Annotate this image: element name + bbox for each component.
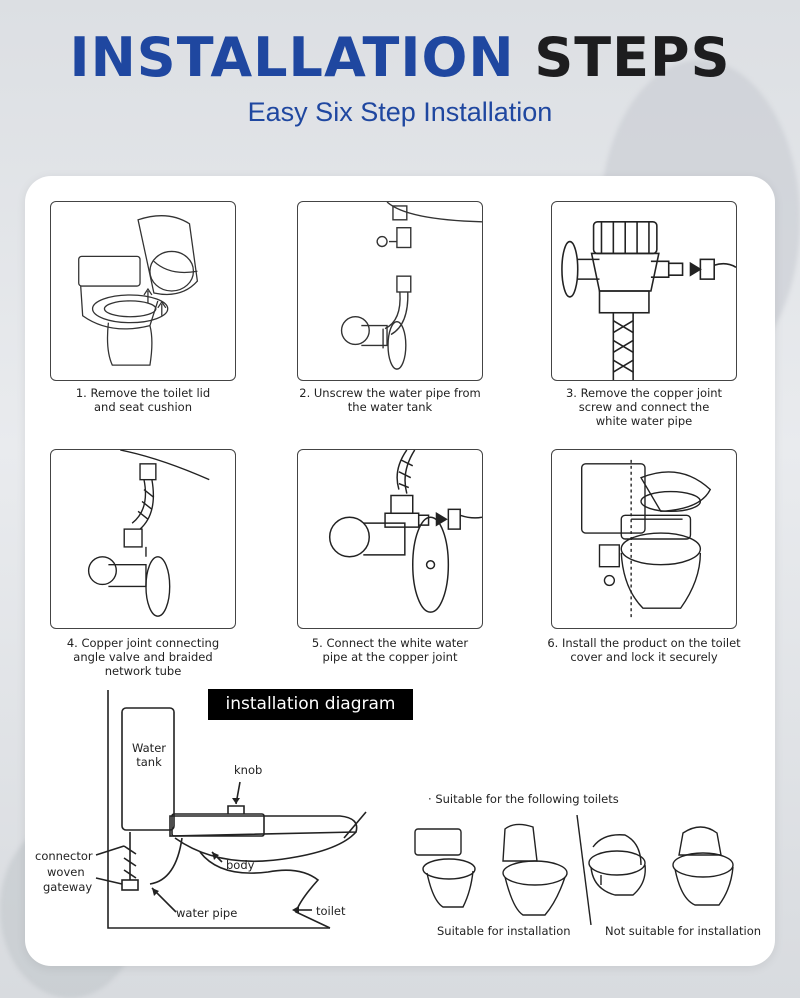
caption-line: angle valve and braided bbox=[73, 650, 213, 664]
page-subtitle: Easy Six Step Installation bbox=[247, 97, 553, 127]
caption-line: 6. Install the product on the toilet bbox=[547, 636, 741, 650]
caption-line: the water tank bbox=[347, 400, 433, 414]
caption-line: cover and lock it securely bbox=[570, 650, 718, 664]
caption-line: 4. Copper joint connecting bbox=[66, 636, 220, 650]
label-knob: knob bbox=[234, 763, 263, 777]
label-body: body bbox=[226, 858, 255, 872]
label-line: tank bbox=[136, 755, 162, 769]
toilet-icon bbox=[589, 835, 645, 895]
title-blue: INSTALLATION bbox=[69, 26, 515, 89]
toilet-icon bbox=[503, 824, 567, 915]
caption-line: screw and connect the bbox=[578, 400, 710, 414]
label-connector: connector bbox=[35, 849, 93, 863]
suitability-heading-text: Suitable for the following toilets bbox=[435, 792, 619, 806]
caption-line: pipe at the copper joint bbox=[322, 650, 458, 664]
label-toilet: toilet bbox=[316, 904, 346, 918]
label-woven: woven bbox=[47, 865, 85, 879]
bullet: · bbox=[428, 792, 432, 806]
caption-line: network tube bbox=[104, 664, 182, 678]
label-water-tank bbox=[125, 741, 173, 769]
caption-line: 5. Connect the white water bbox=[311, 636, 469, 650]
caption-line: and seat cushion bbox=[94, 400, 192, 414]
caption-line: 3. Remove the copper joint bbox=[565, 386, 723, 400]
label-line: Water bbox=[132, 741, 166, 755]
caption-line: white water pipe bbox=[595, 414, 693, 428]
title-black: STEPS bbox=[534, 26, 731, 89]
installation-diagram-heading: installation diagram bbox=[208, 689, 413, 720]
label-not-suitable: Not suitable for installation bbox=[605, 924, 762, 938]
toilet-icon bbox=[415, 829, 475, 907]
suitability-heading bbox=[428, 792, 619, 806]
label-water-pipe: water pipe bbox=[176, 906, 238, 920]
label-suitable: Suitable for installation bbox=[437, 924, 571, 938]
toilet-icon bbox=[673, 827, 733, 905]
label-gateway: gateway bbox=[43, 880, 93, 894]
toilet-types-illustration bbox=[405, 815, 775, 925]
caption-line: 2. Unscrew the water pipe from bbox=[299, 386, 481, 400]
caption-line: 1. Remove the toilet lid bbox=[75, 386, 211, 400]
